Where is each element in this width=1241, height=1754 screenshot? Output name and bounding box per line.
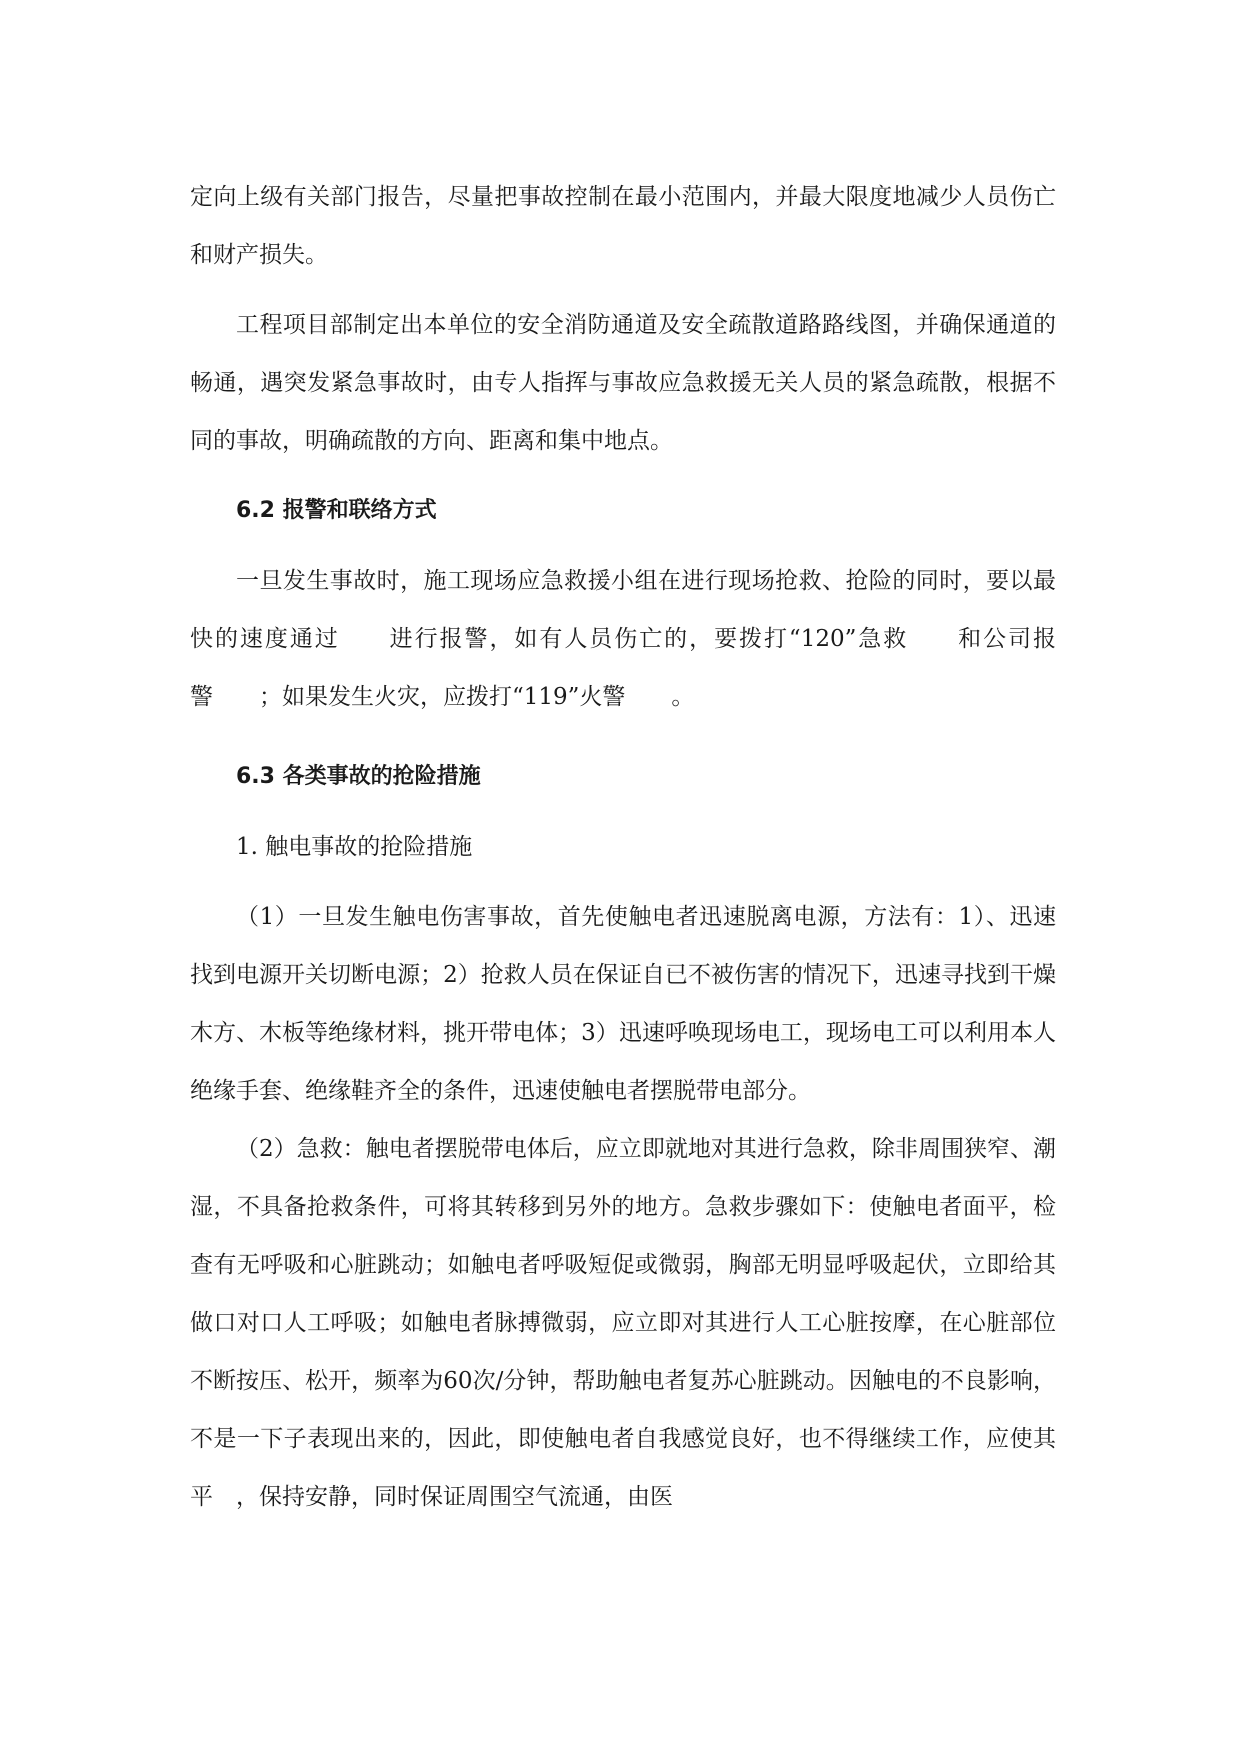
document-body: [190, 168, 1056, 1526]
paragraph-disconnect-power: （1）一旦发生触电伤害事故，首先使触电者迅速脱离电源，方法有：1）、迅速找到电源开关切断电源；2）抢救人员在保证自已不被伤害的情况下，迅速寻找到干燥木方、木板等绝缘材料，挑开带电体；3）迅速呼唤现场电工，现场电工可以利用本人绝缘手套、绝缘鞋齐全的条件，迅速使触电者摆脱带电部分。: [190, 904, 1056, 1104]
paragraph-alarm-contact: 一旦发生事故时，施工现场应急救援小组在进行现场抢救、抢险的同时，要以最快的速度通过 进行报警，如有人员伤亡的，要拨打“120”急救 和公司报警 ；如果发生火灾，应拨打“119”火警 。: [190, 568, 1056, 710]
paragraph-evacuation-route: 工程项目部制定出本单位的安全消防通道及安全疏散道路路线图，并确保通道的畅通，遇突发紧急事故时，由专人指挥与事故应急救援无关人员的紧急疏散，根据不同的事故，明确疏散的方向、距离和集中地点。: [190, 312, 1056, 454]
paragraph-spacer: [190, 284, 1056, 296]
section-heading-6-2: 6.2 报警和联络方式: [236, 498, 437, 523]
subsection-title-electric-shock: 1. 触电事故的抢险措施: [236, 834, 473, 860]
paragraph-spacer: [190, 806, 1056, 818]
paragraph-report-control: 定向上级有关部门报告，尽量把事故控制在最小范围内，并最大限度地减少人员伤亡和财产损失。: [190, 184, 1056, 268]
paragraph-spacer: [190, 470, 1056, 482]
paragraph-first-aid: （2）急救：触电者摆脱带电体后，应立即就地对其进行急救，除非周围狭窄、潮湿，不具备抢救条件，可将其转移到另外的地方。急救步骤如下：使触电者面平，检查有无呼吸和心脏跳动；如触电者呼吸短促或微弱，胸部无明显呼吸起伏，立即给其做口对口人工呼吸；如触电者脉搏微弱，应立即对其进行人工心脏按摩，在心脏部位不断按压、松开，频率为60次/分钟，帮助触电者复苏心脏跳动。因触电的不良影响，不是一下子表现出来的，因此，即使触电者自我感觉良好，也不得继续工作，应使其平 ，保持安静，同时保证周围空气流通，由医: [190, 1136, 1056, 1510]
paragraph-spacer: [190, 540, 1056, 552]
paragraph-spacer: [190, 876, 1056, 888]
paragraph-spacer: [190, 726, 1056, 748]
section-heading-6-3: 6.3 各类事故的抢险措施: [236, 764, 481, 789]
